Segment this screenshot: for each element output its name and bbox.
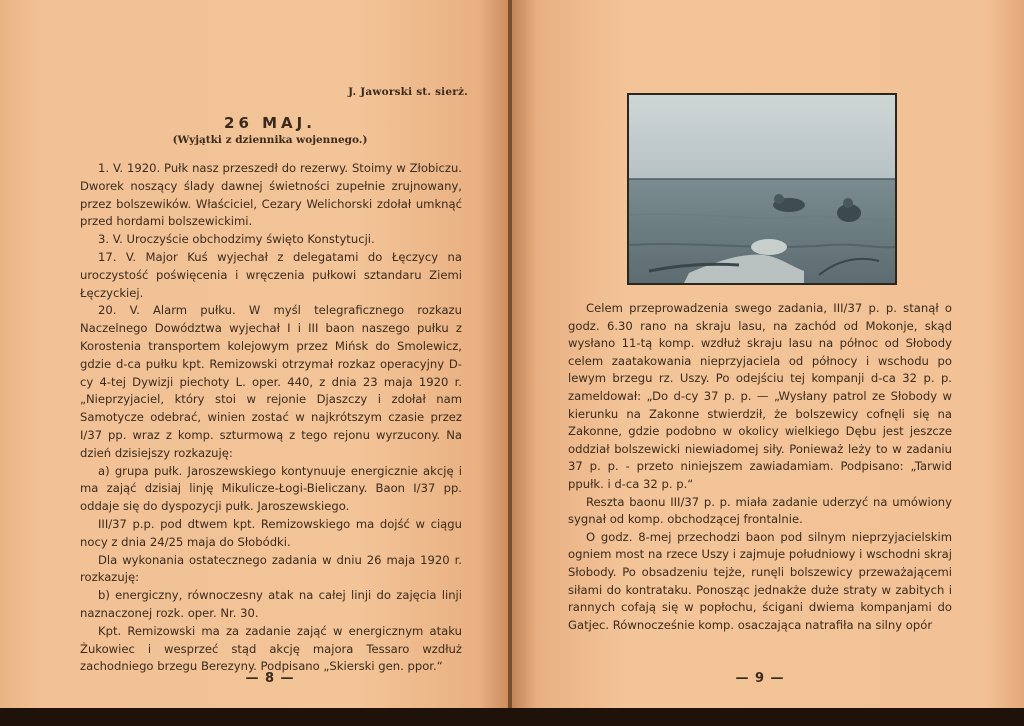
paragraph: III/37 p.p. pod dtwem kpt. Remizowskiego ma dojść w ciągu nocy z dnia 24/25 maja do Słobódki. [80, 516, 462, 549]
chapter-subtitle: (Wyjątki z dziennika wojennego.) [172, 134, 368, 146]
running-head-author: J. Jaworski st. sierż. [348, 86, 468, 98]
paragraph: 1. V. 1920. Pułk nasz przeszedł do rezerwy. Stoimy w Złobiczu. Dworek noszący ślady dawnej świetności zupełnie zrujnowany, przez bolszewików. Właściciel, Cezary Welichorski zdołał umknąć przed hordami bolszewickimi. [80, 161, 462, 229]
battlefield-photograph [627, 93, 897, 285]
paragraph: 17. V. Major Kuś wyjechał z delegatami do Łęczycy na uroczystość poświęcenia i wręczenia pułkowi sztandaru Ziemi Łęczyckiej. [80, 249, 462, 300]
book-bottom-edge [0, 708, 1024, 726]
left-page-body [80, 160, 462, 676]
paragraph: 20. V. Alarm pułku. W myśl telegraficznego rozkazu Naczelnego Dowództwa wyjechał I i III baon naszego pułku z Korostenia transportem kolejowym przez Mińsk do Smolewicz, gdzie d-ca pułku kpt. Remizowski otrzymał rozkaz operacyjny D-cy 4-tej Dywizji piechoty L. oper. 440, z dnia 23 maja 1920 r. „Nieprzyjaciel, który stoi w rejonie Djaszczy i zdołał nam Samotycze odebrać, winien zostać w najkrótszym czasie przez I/37 pp. wraz z komp. szturmową z tego rejonu wyrzucony. Na dzień dzisiejszy rozkazuję: [80, 303, 462, 460]
paragraph: O godz. 8-mej przechodzi baon pod silnym nieprzyjacielskim ogniem most na rzece Uszy i zajmuje południowy i wschodni skraj Słobody. Po obsadzeniu tejże, runęli bolszewicy przeważającemi siłami do kontrataku. Ponosząc jednakże duże straty w zabitych i rannych cofają się w popłochu, ścigani dwiema kompanjami do Gatjec. Równocześnie komp. osaczająca natrafiła na silny opór [568, 529, 952, 632]
paragraph: Celem przeprowadzenia swego zadania, III/37 p. p. stanął o godz. 6.30 rano na skraju lasu, na zachód od Mokonje, skąd wysłano 11-tą komp. wzdłuż skraju lasu na północ od Słobody celem zaatakowania nieprzyjaciela od północy i wschodu po lewym brzegu rz. Uszy. Po odejściu tej kompanji d-ca 32 p. p. zameldował: „Do d-cy 37 p. p. — „Wysłany patrol ze Słobody w kierunku na Zakonne stwierdził, że bolszewicy cofnęli się na Zakonne, gdzie podobno w okolicy wielkiego Dębu jest jeszcze oddział bolszewicki niewiadomej siły. Ponieważ leży to w zadaniu 37 p. p. - przeto niniejszem zawiadamiam. Podpisano: „Tarwid ppułk. i d-ca 32 p. p.“ [568, 301, 952, 491]
paragraph: Dla wykonania ostatecznego zadania w dniu 26 maja 1920 r. rozkazuję: [80, 552, 462, 585]
left-page [0, 0, 510, 726]
paragraph: Kpt. Remizowski ma za zadanie zająć w energicznym ataku Żukowiec i wesprzeć stąd akcję majora Tessaro wzdłuż zachodniego brzegu Berezyny. Podpisano „Skierski gen. ppor.“ [80, 623, 462, 674]
page-number-right: — 9 — [735, 671, 785, 686]
page-number-left: — 8 — [245, 671, 295, 686]
paragraph: Reszta baonu III/37 p. p. miała zadanie uderzyć na umówiony sygnał od komp. obchodzącej frontalnie. [568, 494, 952, 527]
paragraph: 3. V. Uroczyście obchodzimy święto Konstytucji. [98, 232, 375, 247]
right-page-body [568, 300, 952, 634]
paragraph: a) grupa pułk. Jaroszewskiego kontynuuje energicznie akcję i ma zająć dzisiaj linję Mikulicze-Łogi-Bieliczany. Baon I/37 pp. oddaje się do dyspozycji pułk. Jaroszewskiego. [80, 463, 462, 514]
paragraph: b) energiczny, równoczesny atak na całej linji do zajęcia linji naznaczonej rozk. oper. Nr. 30. [80, 588, 462, 620]
chapter-title: 26 MAJ. [224, 114, 316, 132]
